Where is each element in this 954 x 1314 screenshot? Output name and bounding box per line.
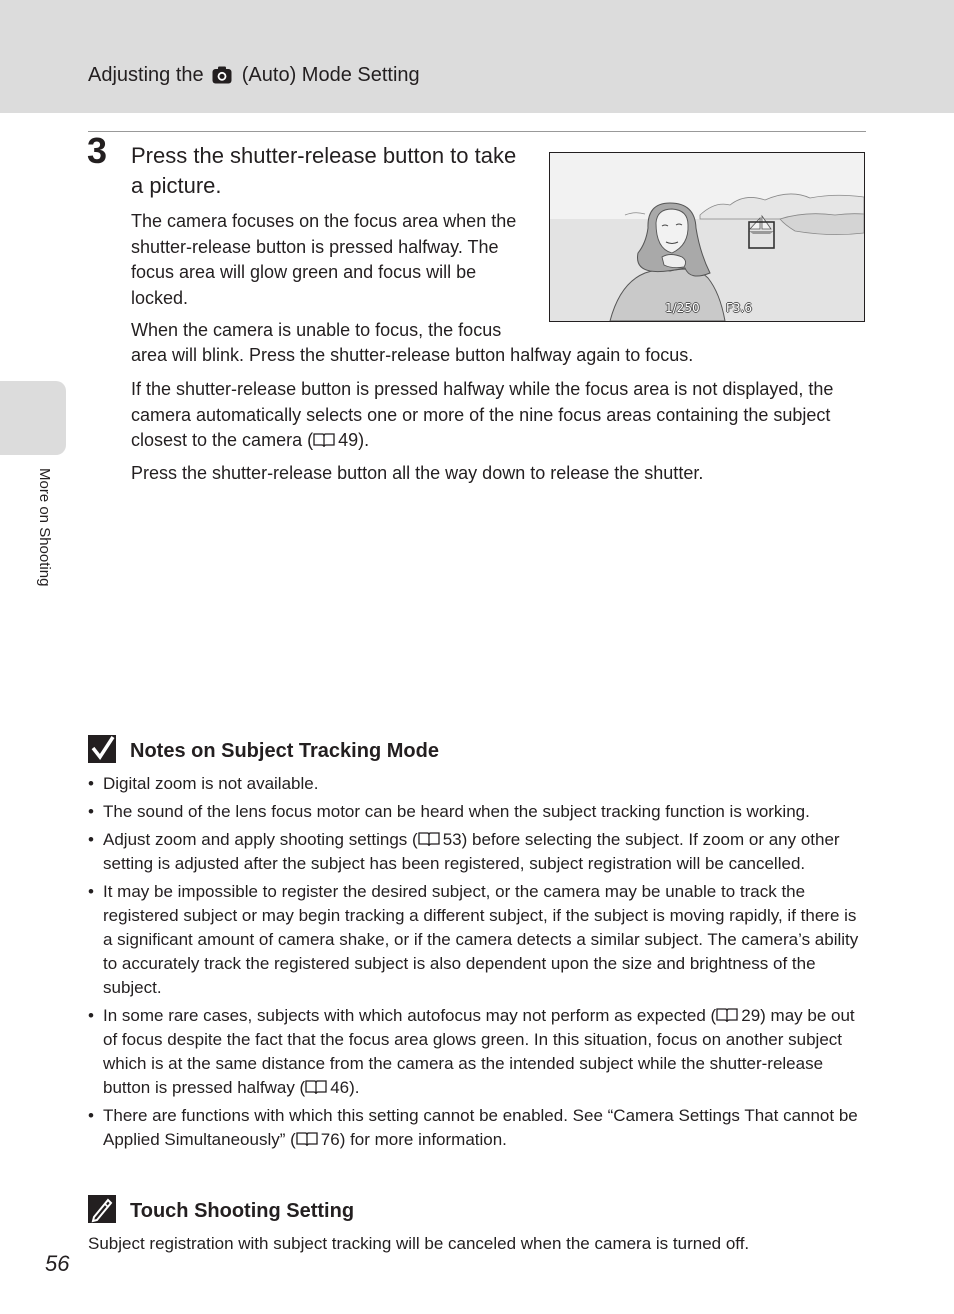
header-title-pre: Adjusting the <box>88 64 204 86</box>
side-tab <box>0 381 66 455</box>
header-band <box>0 0 954 113</box>
section-divider <box>88 131 866 132</box>
paragraph-text: If the shutter-release button is pressed halfway while the focus area is not displayed, the camera automatically selects one or more of the nine focus areas containing the subject closest to the camera ( <box>131 379 834 450</box>
camera-icon <box>212 66 232 90</box>
shutter-speed-readout: 1/250 <box>665 301 700 315</box>
paragraph-ref: 49). <box>338 430 370 450</box>
camera-monitor-illustration <box>549 152 865 322</box>
step-paragraph <box>131 377 869 454</box>
pencil-note-icon <box>88 1195 116 1223</box>
list-item: • It may be impossible to register the desired subject, or the camera may be unable to track the registered subject or may begin tracking a different subject, if the subject is moving rapidly, if there is a significant amount of camera shake, or if the camera detects a similar subject. The camera’s ability to accurately track the registered subject is also dependent upon the size and brightness of the subject. <box>88 882 859 997</box>
bullet-text: Adjust zoom and apply shooting settings ( <box>103 830 418 849</box>
bullet-text: ) before selecting the subject. If zoom or any other setting is adjusted after the subject has been registered, subject registration will be cancelled. <box>103 830 840 873</box>
step-paragraph: Press the shutter-release button all the way down to release the shutter. <box>131 463 704 483</box>
touch-heading-text: Touch Shooting Setting <box>130 1200 355 1222</box>
page-ref: 53 <box>442 830 462 849</box>
bullet-text: ) may be out of focus despite the fact that the focus area glows green. In this situation, focus on another subject which is at the same distance from the camera as the intended subject while the shutter-release button is pressed halfway ( <box>103 1006 855 1097</box>
step-heading: Press the shutter-release button to take a picture. <box>131 143 517 198</box>
book-reference-icon <box>716 1005 738 1019</box>
notes-list <box>88 772 868 1156</box>
check-note-icon <box>88 735 116 763</box>
notes-heading-text: Notes on Subject Tracking Mode <box>130 740 439 762</box>
touch-heading <box>88 1195 354 1223</box>
page-ref: 76 <box>320 1130 340 1149</box>
bullet-text: In some rare cases, subjects with which autofocus may not perform as expected ( <box>103 1006 717 1025</box>
landscape-portrait-illustration <box>550 153 864 321</box>
step-paragraph: The camera focuses on the focus area when the shutter-release button is pressed halfway. The focus area will glow green and focus will be locked. <box>131 211 517 308</box>
page-header-title <box>88 64 420 90</box>
page-ref: 29 <box>741 1006 761 1025</box>
list-item: • There are functions with which this setting cannot be enabled. See “Camera Settings That cannot be Applied Simultaneously” ( 76) for more information. <box>88 1106 858 1149</box>
side-tab-label: More on Shooting <box>36 468 53 587</box>
book-reference-icon <box>305 1077 327 1091</box>
list-item: • In some rare cases, subjects with which autofocus may not perform as expected ( 29) may be out of focus despite the fact that the focus area glows green. In this situation, focus on another subject which is at the same distance from the camera as the intended subject while the shutter-release button is pressed halfway ( 46). <box>88 1006 855 1097</box>
header-title-post: (Auto) Mode Setting <box>241 64 420 86</box>
list-item: • The sound of the lens focus motor can be heard when the subject tracking function is working. <box>88 802 810 821</box>
touch-note-text: Subject registration with subject tracking will be canceled when the camera is turned off. <box>88 1234 750 1253</box>
bullet-text: ). <box>349 1078 360 1097</box>
bullet-text: Digital zoom is not available. <box>103 774 319 793</box>
aperture-readout: F3.6 <box>726 301 752 315</box>
bullet-text: It may be impossible to register the desired subject, or the camera may be unable to track the registered subject or may begin tracking a different subject, if the subject is moving rapidly, if there is a significant amount of camera shake, or if the camera detects a similar subject. The camera’s ability to accurately track the registered subject is also dependent upon the size and brightness of the subject. <box>103 882 859 997</box>
page-number: 56 <box>45 1251 70 1276</box>
page-ref: 46 <box>330 1078 350 1097</box>
step-paragraph: When the camera is unable to focus, the focus <box>131 320 502 340</box>
bullet-text: The sound of the lens focus motor can be heard when the subject tracking function is working. <box>103 802 810 821</box>
list-item: • Digital zoom is not available. <box>88 774 319 793</box>
list-item: • Adjust zoom and apply shooting settings ( 53) before selecting the subject. If zoom or any other setting is adjusted after the subject has been registered, subject registration will be cancelled. <box>88 830 840 873</box>
bullet-text: ) for more information. <box>339 1130 507 1149</box>
book-reference-icon <box>296 1129 318 1143</box>
step-number: 3 <box>87 130 108 171</box>
book-reference-icon <box>313 429 335 443</box>
book-reference-icon <box>418 829 440 843</box>
notes-heading <box>88 735 439 763</box>
step-paragraph: area will blink. Press the shutter-release button halfway again to focus. <box>131 345 694 365</box>
bullet-text: There are functions with which this setting cannot be enabled. See “Camera Settings That cannot be Applied Simultaneously” ( <box>103 1106 858 1149</box>
